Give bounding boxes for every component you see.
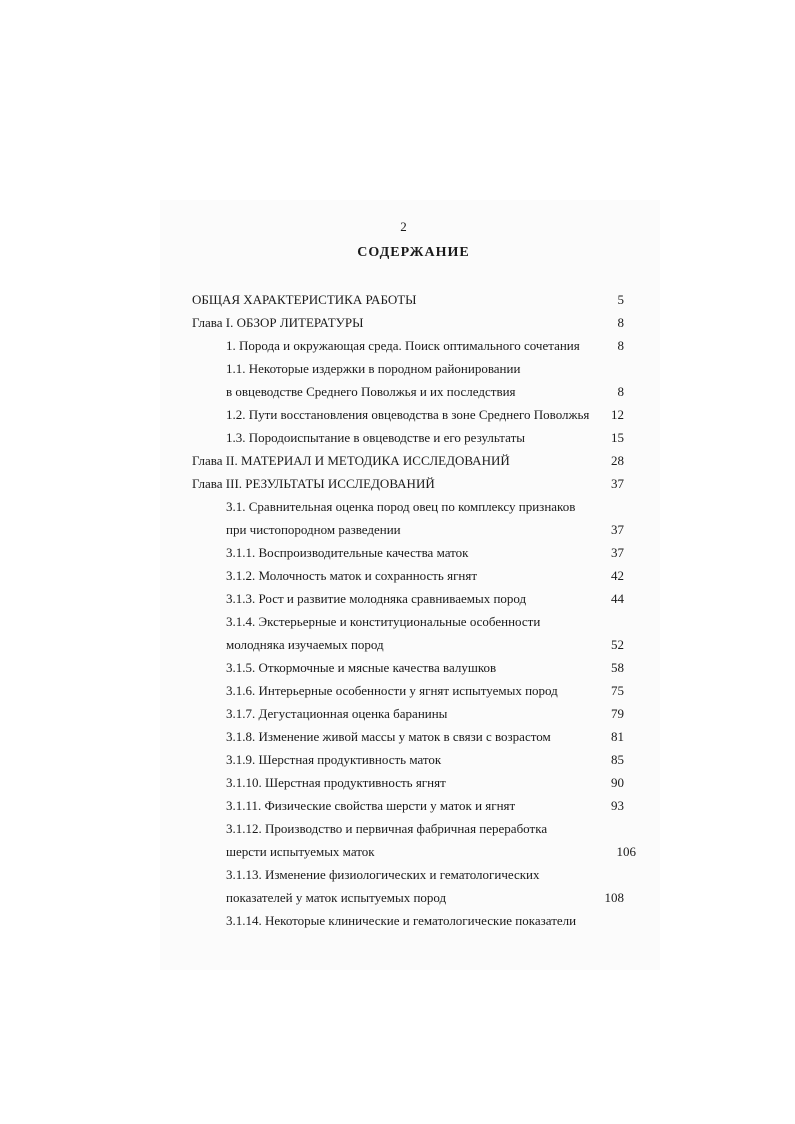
toc-entry xyxy=(192,359,640,405)
toc-entry-text: 3.1.1. Воспроизводительные качества маток xyxy=(226,545,469,560)
toc-page-number: 5 xyxy=(617,292,624,307)
toc-page-number: 58 xyxy=(611,660,624,675)
toc-entry-text: при чистопородном разведении xyxy=(226,522,401,537)
toc-page-number: 37 xyxy=(611,545,624,560)
toc-entry xyxy=(192,497,640,543)
toc-page-number: 42 xyxy=(611,568,624,583)
toc-entry xyxy=(192,313,640,336)
toc-entry-text: 3.1.7. Дегустационная оценка баранины xyxy=(226,706,448,721)
toc-page-number: 108 xyxy=(604,890,624,905)
toc-entry xyxy=(192,290,640,313)
toc-entry-text: 3.1.2. Молочность маток и сохранность ягнят xyxy=(226,568,478,583)
toc-entry xyxy=(192,796,640,819)
toc-entry-text: показателей у маток испытуемых пород xyxy=(226,890,447,905)
toc-entry xyxy=(192,865,640,911)
toc-entry xyxy=(192,428,640,451)
toc-page-number: 28 xyxy=(611,453,624,468)
toc-entry-text: 3.1.8. Изменение живой массы у маток в связи с возрастом xyxy=(226,729,551,744)
toc-entry-text: молодняка изучаемых пород xyxy=(226,637,384,652)
toc-entry xyxy=(192,773,640,796)
toc-entry xyxy=(192,543,640,566)
toc-entry-text: 3.1. Сравнительная оценка пород овец по комплексу признаков xyxy=(226,499,576,514)
toc-entry-text: 3.1.13. Изменение физиологических и гематологических xyxy=(226,867,540,882)
toc-entry xyxy=(192,911,640,934)
toc-page-number: 93 xyxy=(611,798,624,813)
toc-page-number: 8 xyxy=(617,384,624,399)
toc-page-number: 90 xyxy=(611,775,624,790)
toc-entry-text: Глава II. МАТЕРИАЛ И МЕТОДИКА ИССЛЕДОВАНИЙ xyxy=(192,453,510,468)
toc-entry-text: 3.1.5. Откормочные и мясные качества валушков xyxy=(226,660,497,675)
toc-entry xyxy=(192,681,640,704)
toc-entry-text: Глава I. ОБЗОР ЛИТЕРАТУРЫ xyxy=(192,315,364,330)
toc-entry xyxy=(192,819,640,865)
toc-entry xyxy=(192,750,640,773)
toc-entry xyxy=(192,589,640,612)
toc-page-number: 85 xyxy=(611,752,624,767)
toc-entry xyxy=(192,336,640,359)
toc-page-number: 37 xyxy=(611,522,624,537)
toc-entry-text: 3.1.6. Интерьерные особенности у ягнят испытуемых пород xyxy=(226,683,558,698)
toc-entry-text: в овцеводстве Среднего Поволжья и их последствия xyxy=(226,384,516,399)
toc-page-number: 12 xyxy=(611,407,624,422)
toc-entry xyxy=(192,612,640,658)
toc-entry xyxy=(192,704,640,727)
toc-entry-text: Глава III. РЕЗУЛЬТАТЫ ИССЛЕДОВАНИЙ xyxy=(192,476,435,491)
toc-entry-text: 1.2. Пути восстановления овцеводства в зоне Среднего Поволжья xyxy=(226,407,590,422)
toc-entry xyxy=(192,474,640,497)
toc-page-number: 15 xyxy=(611,430,624,445)
toc-entry-text: 3.1.10. Шерстная продуктивность ягнят xyxy=(226,775,446,790)
table-of-contents xyxy=(192,290,640,934)
toc-entry-text: шерсти испытуемых маток xyxy=(226,844,375,859)
toc-entry xyxy=(192,566,640,589)
page-title: СОДЕРЖАНИЕ xyxy=(357,245,470,260)
toc-entry-text: 1.3. Породоиспытание в овцеводстве и его результаты xyxy=(226,430,525,445)
toc-page-number: 81 xyxy=(611,729,624,744)
toc-entry-text: 3.1.12. Производство и первичная фабричная переработка xyxy=(226,821,548,836)
toc-page-number: 75 xyxy=(611,683,624,698)
toc-entry-text: 1. Порода и окружающая среда. Поиск оптимального сочетания xyxy=(226,338,580,353)
toc-page-number: 8 xyxy=(617,338,624,353)
page-number: 2 xyxy=(400,219,407,234)
toc-entry-text: 1.1. Некоторые издержки в породном районировании xyxy=(226,361,521,376)
toc-page-number: 44 xyxy=(611,591,624,606)
toc-entry xyxy=(192,658,640,681)
toc-entry-text: 3.1.11. Физические свойства шерсти у маток и ягнят xyxy=(226,798,516,813)
toc-page-number: 79 xyxy=(611,706,624,721)
toc-entry-text: 3.1.4. Экстерьерные и конституциональные особенности xyxy=(226,614,541,629)
toc-entry xyxy=(192,727,640,750)
toc-entry-text: 3.1.9. Шерстная продуктивность маток xyxy=(226,752,442,767)
toc-entry-text: 3.1.3. Рост и развитие молодняка сравниваемых пород xyxy=(226,591,527,606)
toc-page-number: 52 xyxy=(611,637,624,652)
toc-page-number: 37 xyxy=(611,476,624,491)
toc-page-number: 8 xyxy=(617,315,624,330)
toc-entry xyxy=(192,405,640,428)
toc-entry-text: 3.1.14. Некоторые клинические и гематологические показатели xyxy=(226,913,577,928)
toc-page-number: 106 xyxy=(616,844,636,859)
toc-entry xyxy=(192,451,640,474)
toc-entry-text: ОБЩАЯ ХАРАКТЕРИСТИКА РАБОТЫ xyxy=(192,292,417,307)
